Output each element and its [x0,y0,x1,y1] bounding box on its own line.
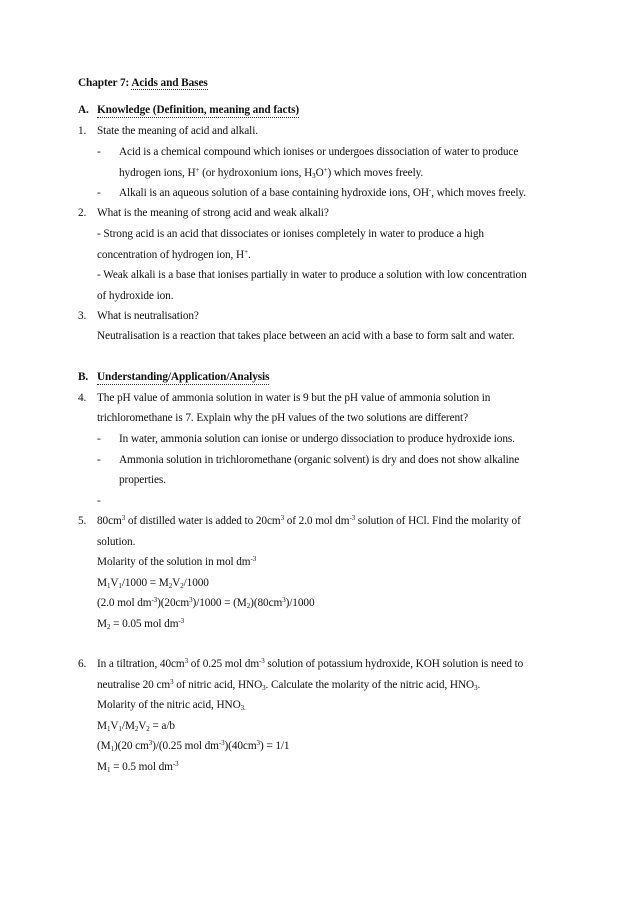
q5-question-line-1: $80cm^3$ of distilled water is added to $20cm^3$ of 2.0 mol $dm^{-3}$ solution of HCl. Find the molarity of [97,514,521,527]
q1-acid-line-2: hydrogen ions, H+ (or hydroxonium ions, $H_3O^+$) which moves freely. [119,166,424,180]
q1-acid-line-1: Acid is a chemical compound which ionises or undergoes dissociation of water to produce [119,146,519,158]
chapter-heading [78,76,208,90]
q1-number: 1. [78,125,87,137]
q3-question: What is neutralisation? [97,310,199,322]
q6-question-line-2: neutralise 20 $cm^3$ of nitric acid, $HNO_3$. Calculate the molarity of the nitric acid, $HNO_3$. [97,678,481,692]
q4-number: 4. [78,392,87,404]
q3-number: 3. [78,310,87,322]
q4-bullet-2: - [97,454,101,466]
q2-number: 2. [78,207,87,219]
q5-formula-2: (2.0 mol $dm^{-3})(20cm^3)/1000 = (M_2)(80cm^3)/1000$ [97,596,315,610]
q1-alkali-line: Alkali is an aqueous solution of a base containing hydroxide ions, OH-, which moves freely. [119,186,526,199]
q2-answer-line-3: - Weak alkali is a base that ionises partially in water to produce a solution with low concentration [97,269,527,281]
q4-bullet-3: - [97,495,101,507]
q6-formula-1: $M_1V_1/M_2V_2 = a/b$ [97,720,175,733]
q5-number: 5. [78,515,87,527]
q4-point-2-line-2: properties. [119,474,166,486]
q6-result: $M_1 = 0.5$ mol $dm^{-3}$ [97,760,179,774]
q2-answer-line-4: of hydroxide ion. [97,290,174,302]
chapter-title: Acids and Bases [131,77,208,89]
q2-answer-line-1: - Strong acid is an acid that dissociates or ionises completely in water to produce a high [97,228,484,240]
q5-formula-1: $M_1V_1/1000 = M_2V_2/1000$ [97,577,209,590]
q6-number: 6. [78,658,87,670]
q3-answer: Neutralisation is a reaction that takes place between an acid with a base to form salt and water. [97,330,515,342]
q4-question-line-1: The pH value of ammonia solution in water is 9 but the pH value of ammonia solution in [97,392,491,404]
q5-molarity-label: Molarity of the solution in mol $dm^{-3}$ [97,555,257,568]
q2-answer-line-2: concentration of hydrogen ion, H+. [97,248,251,261]
q1-bullet-1: - [97,146,101,158]
q4-bullet-1: - [97,433,101,445]
section-a-title: Knowledge (Definition, meaning and facts) [97,104,300,116]
q2-question: What is the meaning of strong acid and weak alkali? [97,207,329,219]
q6-question-line-1: In a tiltration, $40cm^3$ of 0.25 mol $dm^{-3}$ solution of potassium hydroxide, KOH solution is need to [97,657,524,670]
q6-formula-2: $(M_1)(20$ $cm^3)/(0.25$ mol $dm^{-3})(40cm^3) = 1/1$ [97,739,290,753]
q1-question: State the meaning of acid and alkali. [97,125,258,137]
section-b-title: Understanding/Application/Analysis [97,371,270,383]
q6-molarity-label: Molarity of the nitric acid, $HNO_{3.}$ [97,699,246,712]
q4-point-2-line-1: Ammonia solution in trichloromethane (organic solvent) is dry and does not show alkaline [119,454,520,466]
q4-question-line-2: trichloromethane is 7. Explain why the pH values of the two solutions are different? [97,412,468,424]
section-a-letter: A. [78,104,89,116]
q4-point-1: In water, ammonia solution can ionise or undergo dissociation to produce hydroxide ions. [119,433,515,445]
q1-bullet-2: - [97,187,101,199]
q5-result: $M_2 = 0.05$ mol $dm^{-3}$ [97,617,185,631]
q5-question-line-2: solution. [97,536,136,548]
chapter-label: Chapter 7: [78,77,130,89]
section-b-letter: B. [78,371,89,383]
